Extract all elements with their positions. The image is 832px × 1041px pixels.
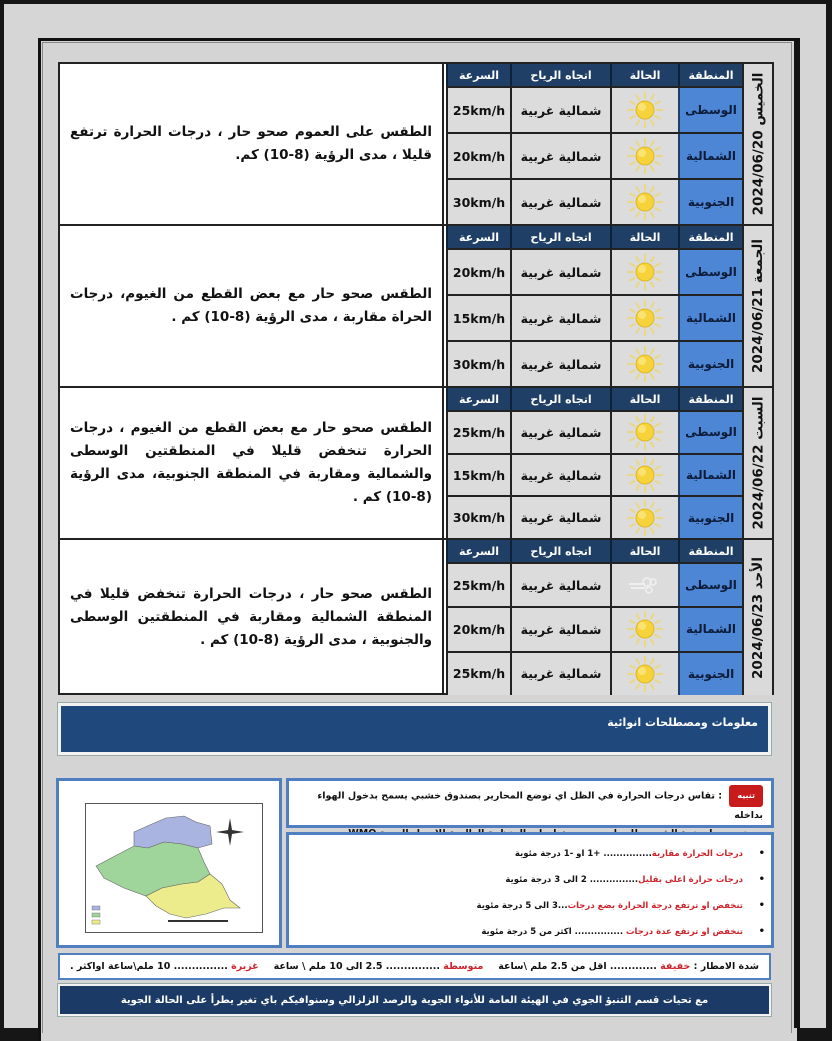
wind-direction-cell: شمالية غربية [510,564,610,606]
forecast-day [60,64,772,226]
date-label: الخميس 2024/06/20 [750,72,767,216]
date-label: السبت 2024/06/22 [750,396,767,530]
forecast-day [60,388,772,540]
day-grid [446,540,742,695]
forecast-day [60,540,772,695]
rain-moderate: متوسطة [443,961,484,972]
wind-direction-cell: شمالية غربية [510,250,610,294]
header-region: المنطقة [678,64,742,86]
state-cell [610,134,678,178]
region-cell: الشمالية [678,296,742,340]
rain-moderate-value: ............... 2.5 الى 10 ملم \ ساعة [273,961,440,972]
note-line-1: : تقاس درجات الحرارة في الظل اي توضع المحارير بصندوق خشبي يسمح بدخول الهواء بداخله [317,790,763,821]
day-grid [446,64,742,224]
wind-direction-cell: شمالية غربية [510,455,610,496]
region-cell: الجنوبية [678,342,742,386]
sunny-icon [625,499,665,537]
region-cell: الشمالية [678,134,742,178]
footer-text: مع تحيات قسم التنبؤ الجوي في الهيئة العامة للأنواء الجوية والرصد الزلزالي وسنوافيكم باي تغير يطرأ على الحالة الجوية [120,994,709,1006]
header-speed: السرعة [446,64,510,86]
day-grid [446,388,742,538]
table-row [446,132,742,178]
region-cell: الجنوبية [678,497,742,538]
table-row [446,248,742,294]
rain-heavy-value: ............... 10 ملم\ساعة اواكثر . [70,961,228,972]
header-state: الحالة [610,388,678,410]
iraq-region-map [85,803,263,933]
wind-direction-cell: شمالية غربية [510,653,610,695]
wind-speed-cell: 20km/h [446,608,510,650]
day-grid [446,226,742,386]
region-cell: الجنوبية [678,653,742,695]
header-wind-direction: اتجاه الرياح [510,540,610,562]
sunny-icon [625,610,665,648]
table-row [446,340,742,386]
day-summary: الطقس على العموم صحو حار ، درجات الحرارة ترتفع قليلا ، مدى الرؤية (8-10) كم. [60,64,444,224]
sunny-icon [625,345,665,383]
note-box [286,778,774,828]
wind-speed-cell: 25km/h [446,88,510,132]
day-summary: الطقس صحو حار ، درجات الحرارة تنخفض قليلا في المنطقة الشمالية ومقاربة في المنطقتين الوسطى والجنوبية ، مدى الرؤية (8-10) كم . [60,540,444,695]
forecast-table [58,62,774,695]
sunny-icon [625,183,665,221]
header-region: المنطقة [678,226,742,248]
region-cell: الشمالية [678,455,742,496]
terms-list [289,841,761,945]
terms-box [286,832,774,948]
header-speed: السرعة [446,226,510,248]
date-column [742,64,772,224]
state-cell [610,653,678,695]
region-cell: الوسطى [678,412,742,453]
sunny-icon [625,655,665,693]
sunny-icon [625,253,665,291]
wind-speed-cell: 20km/h [446,134,510,178]
header-wind-direction: اتجاه الرياح [510,226,610,248]
rain-light-value: ............. اقل من 2.5 ملم \ساعة [498,961,657,972]
haze-icon [625,566,665,604]
wind-speed-cell: 30km/h [446,497,510,538]
footer-bar [58,984,771,1016]
region-cell: الوسطى [678,250,742,294]
date-column [742,540,772,695]
wind-speed-cell: 25km/h [446,653,510,695]
compass-rose-icon [216,818,244,846]
forecast-day [60,226,772,388]
wind-speed-cell: 15km/h [446,455,510,496]
table-row [446,562,742,606]
wind-direction-cell: شمالية غربية [510,296,610,340]
table-row [446,453,742,496]
grid-header [446,64,742,86]
term-item: • تنخفض او ترتفع عدة درجات ............... اكثر من 5 درجة مئوية [289,919,743,945]
region-cell: الجنوبية [678,180,742,224]
table-row [446,606,742,650]
region-cell: الوسطى [678,564,742,606]
wind-direction-cell: شمالية غربية [510,412,610,453]
wind-speed-cell: 30km/h [446,342,510,386]
wind-speed-cell: 25km/h [446,564,510,606]
grid-header [446,540,742,562]
frame-edge [794,38,798,1028]
header-state: الحالة [610,64,678,86]
state-cell [610,88,678,132]
region-cell: الوسطى [678,88,742,132]
header-wind-direction: اتجاه الرياح [510,388,610,410]
state-cell [610,412,678,453]
wind-speed-cell: 30km/h [446,180,510,224]
rain-intensity-legend [58,953,771,980]
sunny-icon [625,91,665,129]
info-banner-title: معلومات ومصطلحات انوائية [607,716,758,729]
state-cell [610,180,678,224]
term-item: • تنخفض او ترتفع درجة الحرارة بضع درجات...3 الى 5 درجة مئوية [289,893,743,919]
header-wind-direction: اتجاه الرياح [510,64,610,86]
state-cell [610,497,678,538]
header-state: الحالة [610,226,678,248]
state-cell [610,342,678,386]
table-row [446,86,742,132]
state-cell [610,564,678,606]
wind-direction-cell: شمالية غربية [510,88,610,132]
table-row [446,495,742,538]
date-label: الأحد 2024/06/23 [750,556,766,679]
note-badge: تنبيه [729,785,763,807]
wind-direction-cell: شمالية غربية [510,608,610,650]
wind-direction-cell: شمالية غربية [510,134,610,178]
date-label: الجمعة 2024/06/21 [750,239,766,373]
header-speed: السرعة [446,540,510,562]
sunny-icon [625,299,665,337]
table-row [446,178,742,224]
sunny-icon [625,137,665,175]
region-map-box [56,778,282,948]
grid-header [446,388,742,410]
sunny-icon [625,413,665,451]
state-cell [610,250,678,294]
table-row [446,294,742,340]
state-cell [610,455,678,496]
region-cell: الشمالية [678,608,742,650]
date-column [742,226,772,386]
wind-speed-cell: 20km/h [446,250,510,294]
wind-direction-cell: شمالية غربية [510,497,610,538]
wind-speed-cell: 15km/h [446,296,510,340]
rain-light: خفيفة [660,961,691,972]
date-column [742,388,772,538]
state-cell [610,296,678,340]
term-item: • درجات الحرارة مقاربة............... +1 او -1 درجة مئوية [289,841,743,867]
header-region: المنطقة [678,540,742,562]
wind-direction-cell: شمالية غربية [510,180,610,224]
rain-heavy: غزيرة [231,961,259,972]
state-cell [610,608,678,650]
map-graphic [86,804,262,932]
rain-label: شدة الامطار : [693,961,759,972]
grid-header [446,226,742,248]
day-summary: الطقس صحو حار مع بعض القطع من الغيوم، درجات الحراة مقاربة ، مدى الرؤية (8-10) كم . [60,226,444,386]
table-row [446,410,742,453]
header-region: المنطقة [678,388,742,410]
wind-speed-cell: 25km/h [446,412,510,453]
sunny-icon [625,456,665,494]
day-summary: الطقس صحو حار مع بعض القطع من الغيوم ، درجات الحرارة تنخفض قليلا في المنطقتين الوسطى والشمالية ومقاربة في المنطقة الجنوبية، مدى الرؤية (8-10) كم . [60,388,444,538]
header-state: الحالة [610,540,678,562]
table-row [446,651,742,695]
wind-direction-cell: شمالية غربية [510,342,610,386]
info-banner [58,703,771,755]
header-speed: السرعة [446,388,510,410]
term-item: • درجات حرارة اعلى بقليل............... 2 الى 3 درجة مئوية [289,867,743,893]
